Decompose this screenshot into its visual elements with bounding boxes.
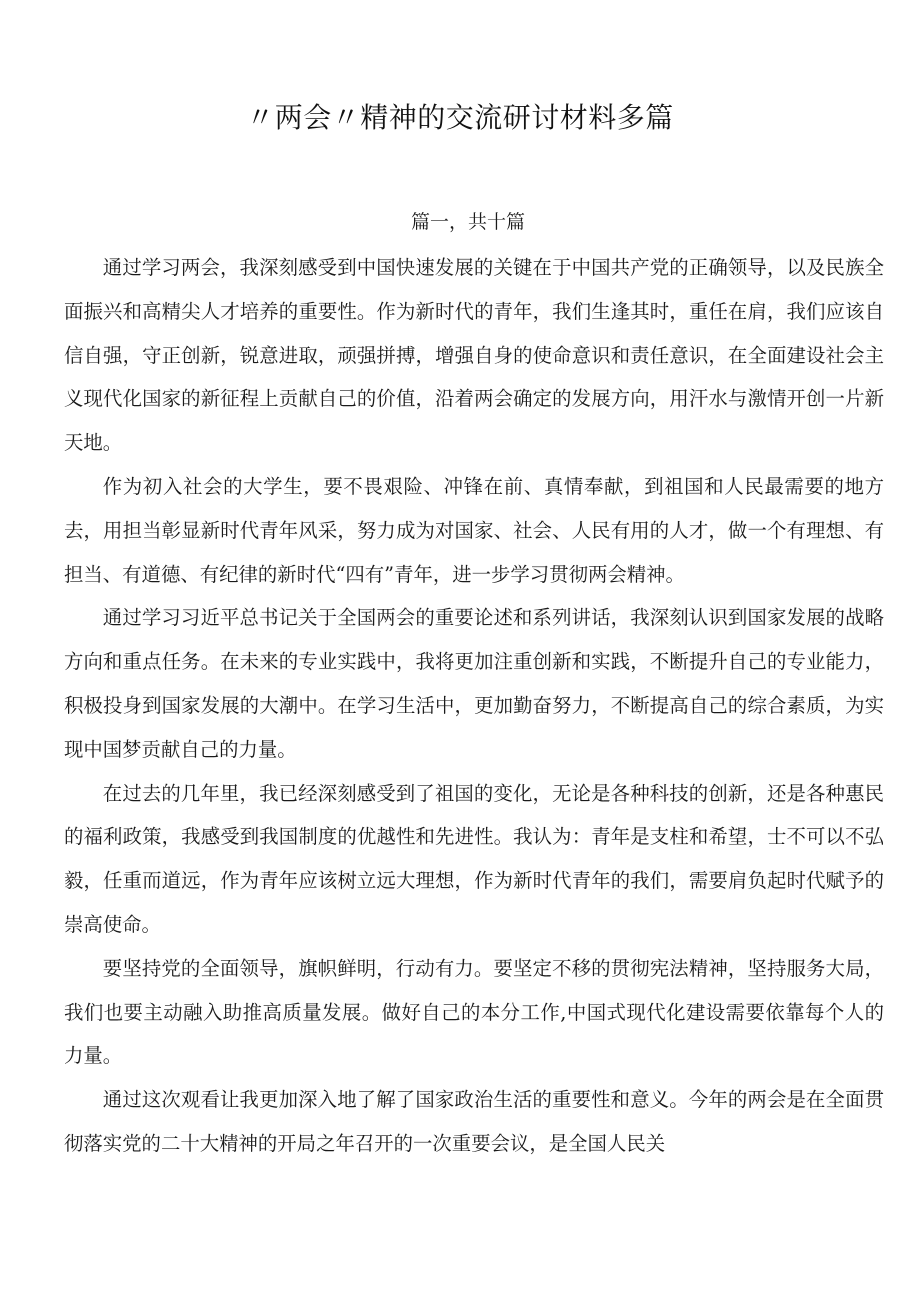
- document-title: 〃两会〃精神的交流研讨材料多篇: [246, 101, 674, 134]
- section-heading: 篇一，共十篇: [410, 211, 525, 233]
- paragraph: 在过去的几年里，我已经深刻感受到了祖国的变化，无论是各种科技的创新，还是各种惠民的福利政策，我感受到我国制度的优越性和先进性。我认为：青年是支柱和希望，士不可以不弘毅，任重而道远，作为青年应该树立远大理想，作为新时代青年的我们，需要肩负起时代赋予的崇高使命。: [64, 781, 884, 936]
- paragraph: 通过这次观看让我更加深入地了解了国家政治生活的重要性和意义。今年的两会是在全面贯彻落实党的二十大精神的开局之年召开的一次重要会议，是全国人民关: [64, 1088, 884, 1155]
- paragraph: 通过学习两会，我深刻感受到中国快速发展的关键在于中国共产党的正确领导，以及民族全面振兴和高精尖人才培养的重要性。作为新时代的青年，我们生逢其时，重任在肩，我们应该自信自强，守正创新，锐意进取，顽强拼搏，增强自身的使命意识和责任意识，在全面建设社会主义现代化国家的新征程上贡献自己的价值，沿着两会确定的发展方向，用汗水与激情开创一片新天地。: [64, 256, 884, 455]
- paragraph: 作为初入社会的大学生，要不畏艰险、冲锋在前、真情奉献，到祖国和人民最需要的地方去，用担当彰显新时代青年风采，努力成为对国家、社会、人民有用的人才，做一个有理想、有担当、有道德、有纪律的新时代“四有”青年，进一步学习贯彻两会精神。: [64, 474, 884, 586]
- document-body: [64, 246, 884, 1166]
- paragraph: 通过学习习近平总书记关于全国两会的重要论述和系列讲话，我深刻认识到国家发展的战略方向和重点任务。在未来的专业实践中，我将更加注重创新和实践，不断提升自己的专业能力，积极投身到国家发展的大潮中。在学习生活中，更加勤奋努力，不断提高自己的综合素质，为实现中国梦贡献自己的力量。: [64, 606, 884, 761]
- paragraph: 要坚持党的全面领导，旗帜鲜明，行动有力。要坚定不移的贯彻宪法精神，坚持服务大局，我们也要主动融入助推高质量发展。做好自己的本分工作,中国式现代化建设需要依靠每个人的力量。: [64, 956, 884, 1068]
